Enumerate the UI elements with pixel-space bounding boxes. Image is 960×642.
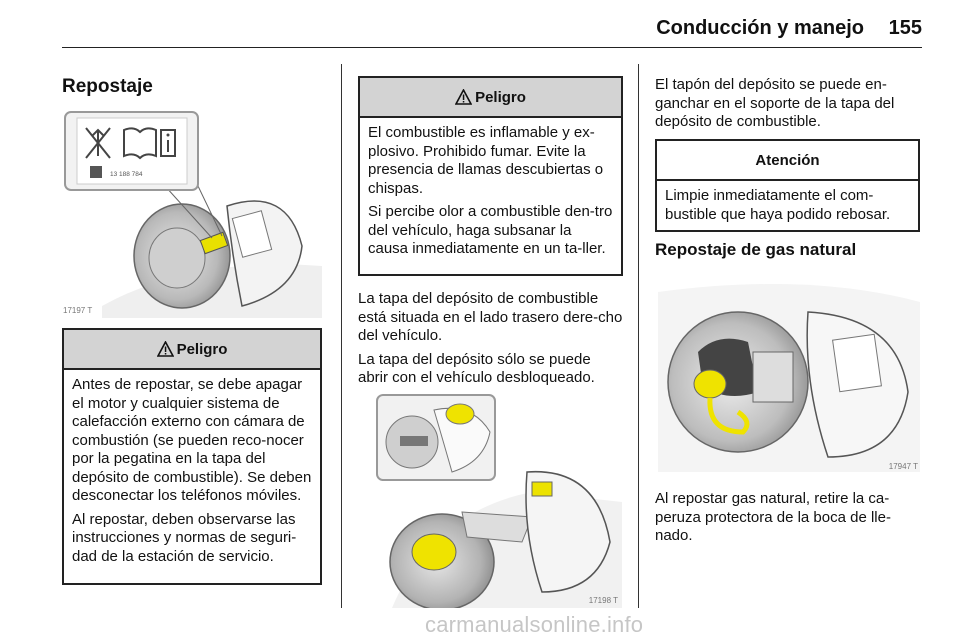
section-heading-natural-gas: Repostaje de gas natural	[655, 240, 857, 259]
paragraph-unlock: La tapa del depósito sólo se puede abrir con el vehículo desbloqueado.	[358, 350, 595, 386]
chapter-title: Conducción y manejo	[656, 17, 864, 39]
page-number: 155	[888, 17, 922, 39]
fuel-flap-text	[358, 290, 623, 388]
cap-hook-text	[655, 76, 920, 132]
sticker-code: 13 188 784	[110, 171, 143, 178]
column-divider-2	[638, 64, 639, 608]
watermark: carmanualsonline.info	[425, 612, 644, 637]
column-divider-1	[341, 64, 342, 608]
danger-title: Peligro	[176, 340, 228, 358]
danger-box-refueling	[62, 328, 322, 585]
attention-box	[655, 139, 920, 232]
warning-triangle-icon	[157, 341, 174, 357]
fuel-cap-figure	[372, 392, 622, 608]
attention-box-header	[657, 141, 918, 181]
figure-id: 17198 T	[588, 596, 618, 605]
fuel-flap-sticker-figure	[62, 106, 322, 318]
danger-paragraph-1: El combustible es inflamable y ex-plosivo. Prohibido fumar. Evite la presencia de llamas descubiertas o chispas.	[368, 124, 604, 197]
attention-text: Limpie inmediatamente el com-bustible que haya podido rebosar.	[665, 187, 891, 223]
attention-box-body	[657, 181, 918, 230]
paragraph-natural-gas: Al repostar gas natural, retire la ca-peruza protectora de la boca de lle-nado.	[655, 490, 891, 544]
danger-title: Peligro	[475, 88, 526, 106]
danger-paragraph-2: Si percibe olor a combustible den-tro del vehículo, haga subsanar la causa inmediatamente en un ta-ller.	[368, 203, 613, 257]
warning-triangle-icon	[455, 89, 472, 105]
danger-box-body	[64, 370, 320, 572]
danger-paragraph-1: Antes de repostar, se debe apagar el motor y cualquier sistema de calefacción externo con cámara de combustión (se pueden reco-nocer por la pegatina en la tapa del depósito de combustible). Se deben desconectar los teléfonos móviles.	[72, 376, 312, 504]
page-header	[62, 0, 922, 48]
paragraph-location: La tapa del depósito de combustible está situada en el lado trasero dere-cho del vehículo.	[358, 290, 623, 344]
paragraph-cap-hook: El tapón del depósito se puede en-ganchar en el soporte de la tapa del depósito de combustible.	[655, 76, 895, 130]
figure-id: 17947 T	[888, 462, 918, 471]
danger-box-header	[360, 78, 621, 118]
danger-box-body	[360, 118, 621, 265]
danger-box-header	[64, 330, 320, 370]
danger-paragraph-2: Al repostar, deben observarse las instrucciones y normas de seguri-dad de la estación de servicio.	[72, 510, 297, 565]
natural-gas-text	[655, 490, 920, 546]
section-heading-refueling: Repostaje	[62, 76, 153, 97]
figure-id: 17197 T	[63, 306, 93, 315]
danger-box-fuel	[358, 76, 623, 276]
natural-gas-filler-figure	[658, 272, 920, 472]
attention-title: Atención	[755, 151, 820, 169]
